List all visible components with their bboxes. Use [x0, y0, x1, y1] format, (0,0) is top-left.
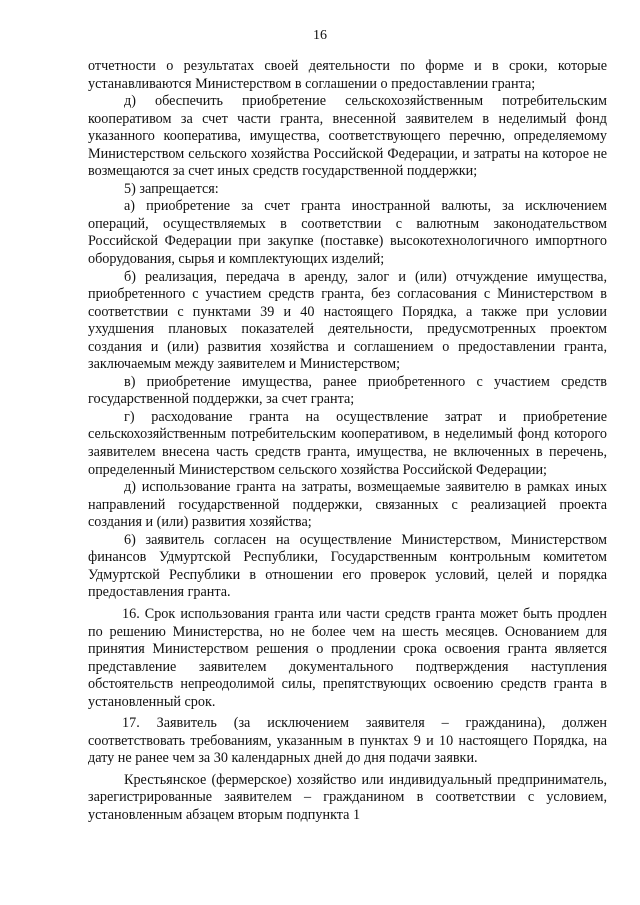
paragraph-subitem-v: в) приобретение имущества, ранее приобретенного с участием средств государственной поддержки, за счет гранта;	[88, 373, 607, 408]
paragraph-subitem-d-prohibited: д) использование гранта на затраты, возмещаемые заявителю в рамках иных направлений государственной поддержки, связанных с реализацией проекта создания и (или) развития хозяйства;	[88, 479, 607, 531]
paragraph-subitem-d-obligation: д) обеспечить приобретение сельскохозяйственным потребительским кооперативом за счет части гранта, внесенной заявителем в неделимый фонд указанного кооператива, имущества, соответствующего перечню, определяемому Министерством сельского хозяйства Российской Федерации, и затраты на которое не возмещаются за счет иных средств государственной поддержки;	[88, 93, 607, 180]
paragraph-subitem-a: а) приобретение за счет гранта иностранной валюты, за исключением операций, осуществляемых в соответствии с валютным законодательством Российской Федерации при закупке (поставке) высокотехнологичного импортного оборудования, сырья и комплектующих изделий;	[88, 198, 607, 268]
paragraph-item-6: 6) заявитель согласен на осуществление Министерством, Министерством финансов Удмуртской Республики, Государственным контрольным комитетом Удмуртской Республики в отношении его проверок условий, целей и порядка предоставления гранта.	[88, 531, 607, 601]
paragraph-1: отчетности о результатах своей деятельности по форме и в сроки, которые устанавливаются Министерством в соглашении о предоставлении гранта;	[88, 58, 607, 92]
paragraph-item-5-prohibited: 5) запрещается:	[124, 180, 219, 197]
paragraph-subitem-b: б) реализация, передача в аренду, залог и (или) отчуждение имущества, приобретенного с участием средств гранта, без согласования с Министерством в соответствии с пунктами 39 и 40 настоящего Порядка, а также при условии ухудшения плановых показателей деятельности, предусмотренных проектом создания и (или) развития хозяйства и соглашением о предоставлении гранта, заключаемым между заявителем и Министерством;	[88, 268, 607, 373]
paragraph-subitem-g: г) расходование гранта на осуществление затрат и приобретение сельскохозяйственным потребительским кооперативом, в неделимый фонд которого заявителем внесена часть средств гранта, имущества, не включенных в перечень, определенный Министерством сельского хозяйства Российской Федерации;	[88, 408, 607, 478]
paragraph-clause-16: 16. Срок использования гранта или части средств гранта может быть продлен по решению Министерства, но не более чем на шесть месяцев. Основанием для принятия Министерством решения о продлении срока освоения гранта является представление заявителем документального подтверждения наступления обстоятельств непреодолимой силы, препятствующих освоению средств гранта в установленный срок.	[88, 605, 607, 710]
paragraph-peasant-farm: Крестьянское (фермерское) хозяйство или индивидуальный предприниматель, зарегистрированные заявителем – гражданином в соответствии с условием, установленным абзацем вторым подпункта 1	[88, 771, 607, 823]
page-number: 16	[313, 28, 327, 43]
document-body	[88, 58, 607, 825]
paragraph-clause-17: 17. Заявитель (за исключением заявителя – гражданина), должен соответствовать требованиям, указанным в пунктах 9 и 10 настоящего Порядка, на дату не ранее чем за 30 календарных дней до дня подачи заявки.	[88, 715, 607, 767]
